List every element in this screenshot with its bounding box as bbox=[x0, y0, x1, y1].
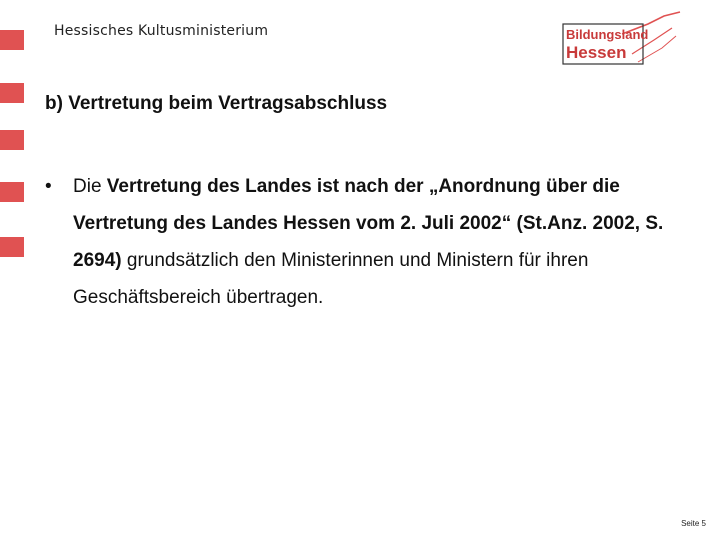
side-mark-2 bbox=[0, 83, 24, 103]
bullet-text-part3: grundsätzlich den Ministerinnen und Ministern für ihren Geschäftsbereich übertragen. bbox=[73, 250, 589, 308]
side-mark-1 bbox=[0, 30, 24, 50]
side-mark-3 bbox=[0, 130, 24, 150]
logo-line1: Bildungsland bbox=[566, 27, 649, 42]
bildungsland-hessen-logo bbox=[562, 10, 682, 68]
side-mark-4 bbox=[0, 182, 24, 202]
bullet-text-part1: Die bbox=[73, 176, 107, 197]
bullet-text bbox=[73, 168, 685, 316]
page-number: Seite 5 bbox=[681, 519, 706, 528]
logo-line2: Hessen bbox=[566, 43, 627, 62]
side-mark-5 bbox=[0, 237, 24, 257]
bullet-dot: • bbox=[45, 176, 52, 197]
ministry-name: Hessisches Kultusministerium bbox=[54, 23, 269, 39]
slide-heading: b) Vertretung beim Vertragsabschluss bbox=[45, 93, 388, 114]
bullet-text-bold: Vertretung des Landes ist nach der „Anordnung über die Vertretung des Landes Hessen vom 2. Juli 2002“ (St.Anz. 2002, S. 2694) bbox=[73, 176, 664, 271]
bullet-item bbox=[45, 168, 685, 316]
